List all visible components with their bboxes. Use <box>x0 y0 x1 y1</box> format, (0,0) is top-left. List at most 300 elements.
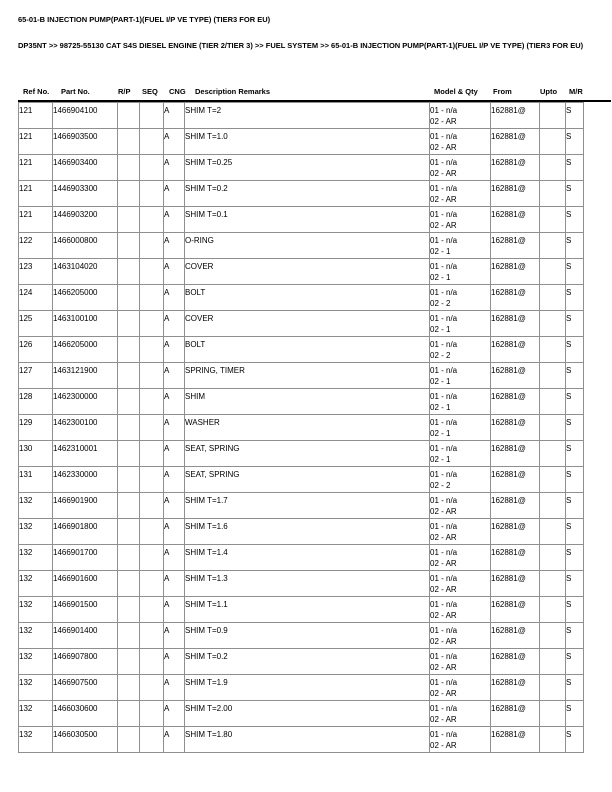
table-row <box>19 649 584 675</box>
part-no-cell: 1463100100 <box>53 311 118 337</box>
mr-cell: S <box>566 467 584 493</box>
cng-cell: A <box>164 597 185 623</box>
upto-cell <box>540 701 566 727</box>
cng-cell: A <box>164 129 185 155</box>
model-qty-line-1: 01 - n/a <box>430 158 458 167</box>
rp-cell <box>118 285 140 311</box>
cng-cell: A <box>164 415 185 441</box>
description-cell: SHIM T=2.00 <box>185 701 430 727</box>
cng-cell: A <box>164 259 185 285</box>
part-no-cell: 1446903300 <box>53 181 118 207</box>
seq-cell <box>140 597 164 623</box>
ref-no-cell: 132 <box>19 623 53 649</box>
page-title: 65-01-B INJECTION PUMP(PART-1)(FUEL I/P VE TYPE) (TIER3 FOR EU) <box>18 15 271 24</box>
from-cell: 162881@ <box>491 363 540 389</box>
seq-cell <box>140 155 164 181</box>
from-cell: 162881@ <box>491 259 540 285</box>
description-cell: BOLT <box>185 285 430 311</box>
model-qty-line-1: 01 - n/a <box>430 496 458 505</box>
rp-cell <box>118 493 140 519</box>
part-no-cell: 1466205000 <box>53 285 118 311</box>
description-cell: SEAT, SPRING <box>185 441 430 467</box>
model-qty-line-2: 02 - 1 <box>430 403 451 412</box>
model-qty-line-1: 01 - n/a <box>430 704 458 713</box>
model-qty-line-2: 02 - 1 <box>430 377 451 386</box>
description-cell: SHIM T=2 <box>185 103 430 129</box>
rp-cell <box>118 441 140 467</box>
model-qty-cell <box>430 363 491 389</box>
from-cell: 162881@ <box>491 701 540 727</box>
model-qty-cell <box>430 337 491 363</box>
mr-cell: S <box>566 103 584 129</box>
from-cell: 162881@ <box>491 727 540 753</box>
mr-cell: S <box>566 311 584 337</box>
mr-cell: S <box>566 363 584 389</box>
description-cell: SHIM T=0.2 <box>185 649 430 675</box>
table-row <box>19 181 584 207</box>
column-header-model-qty: Model & Qty <box>434 87 478 96</box>
column-header-mr: M/R <box>569 87 583 96</box>
cng-cell: A <box>164 103 185 129</box>
from-cell: 162881@ <box>491 389 540 415</box>
model-qty-line-2: 02 - AR <box>430 741 457 750</box>
part-no-cell: 1466901800 <box>53 519 118 545</box>
model-qty-line-1: 01 - n/a <box>430 106 458 115</box>
upto-cell <box>540 441 566 467</box>
rp-cell <box>118 649 140 675</box>
ref-no-cell: 132 <box>19 649 53 675</box>
upto-cell <box>540 129 566 155</box>
model-qty-cell <box>430 571 491 597</box>
ref-no-cell: 132 <box>19 571 53 597</box>
cng-cell: A <box>164 545 185 571</box>
upto-cell <box>540 363 566 389</box>
cng-cell: A <box>164 337 185 363</box>
model-qty-line-2: 02 - AR <box>430 195 457 204</box>
description-cell: SHIM T=1.0 <box>185 129 430 155</box>
model-qty-line-1: 01 - n/a <box>430 262 458 271</box>
seq-cell <box>140 233 164 259</box>
table-row <box>19 571 584 597</box>
model-qty-cell <box>430 259 491 285</box>
model-qty-line-2: 02 - AR <box>430 169 457 178</box>
model-qty-line-1: 01 - n/a <box>430 418 458 427</box>
seq-cell <box>140 467 164 493</box>
mr-cell: S <box>566 181 584 207</box>
mr-cell: S <box>566 155 584 181</box>
description-cell: SHIM T=1.3 <box>185 571 430 597</box>
from-cell: 162881@ <box>491 467 540 493</box>
model-qty-line-2: 02 - 1 <box>430 429 451 438</box>
breadcrumb: DP35NT >> 98725-55130 CAT S4S DIESEL ENGINE (TIER 2/TIER 3) >> FUEL SYSTEM >> 65-01-B INJECTION PUMP(PART-1)(FUEL I/P VE TYPE) (TIER3 FOR EU) <box>18 41 584 50</box>
ref-no-cell: 121 <box>19 207 53 233</box>
model-qty-line-2: 02 - AR <box>430 585 457 594</box>
column-header-part-no: Part No. <box>61 87 90 96</box>
description-cell: COVER <box>185 311 430 337</box>
rp-cell <box>118 363 140 389</box>
model-qty-cell <box>430 207 491 233</box>
part-no-cell: 1463104020 <box>53 259 118 285</box>
part-no-cell: 1462330000 <box>53 467 118 493</box>
model-qty-line-2: 02 - AR <box>430 533 457 542</box>
upto-cell <box>540 233 566 259</box>
ref-no-cell: 132 <box>19 597 53 623</box>
model-qty-line-2: 02 - 1 <box>430 325 451 334</box>
rp-cell <box>118 415 140 441</box>
from-cell: 162881@ <box>491 337 540 363</box>
upto-cell <box>540 649 566 675</box>
rp-cell <box>118 233 140 259</box>
rp-cell <box>118 155 140 181</box>
seq-cell <box>140 441 164 467</box>
mr-cell: S <box>566 701 584 727</box>
table-row <box>19 675 584 701</box>
model-qty-line-1: 01 - n/a <box>430 210 458 219</box>
from-cell: 162881@ <box>491 545 540 571</box>
model-qty-cell <box>430 467 491 493</box>
column-header-from: From <box>493 87 512 96</box>
parts-table-body <box>19 103 584 753</box>
cng-cell: A <box>164 155 185 181</box>
part-no-cell: 1466901700 <box>53 545 118 571</box>
ref-no-cell: 121 <box>19 181 53 207</box>
mr-cell: S <box>566 727 584 753</box>
table-row <box>19 415 584 441</box>
description-cell: SHIM T=1.7 <box>185 493 430 519</box>
description-cell: SPRING, TIMER <box>185 363 430 389</box>
model-qty-line-1: 01 - n/a <box>430 600 458 609</box>
part-no-cell: 1463121900 <box>53 363 118 389</box>
ref-no-cell: 132 <box>19 727 53 753</box>
mr-cell: S <box>566 597 584 623</box>
description-cell: BOLT <box>185 337 430 363</box>
description-cell: SHIM T=1.1 <box>185 597 430 623</box>
ref-no-cell: 126 <box>19 337 53 363</box>
from-cell: 162881@ <box>491 181 540 207</box>
upto-cell <box>540 389 566 415</box>
table-row <box>19 727 584 753</box>
ref-no-cell: 121 <box>19 155 53 181</box>
model-qty-cell <box>430 155 491 181</box>
column-header-cng: CNG <box>169 87 186 96</box>
table-row <box>19 597 584 623</box>
cng-cell: A <box>164 571 185 597</box>
description-cell: SHIM T=1.9 <box>185 675 430 701</box>
rp-cell <box>118 181 140 207</box>
rp-cell <box>118 337 140 363</box>
table-row <box>19 441 584 467</box>
upto-cell <box>540 623 566 649</box>
description-cell: SHIM T=1.6 <box>185 519 430 545</box>
table-row <box>19 103 584 129</box>
table-row <box>19 701 584 727</box>
model-qty-cell <box>430 519 491 545</box>
table-row <box>19 493 584 519</box>
model-qty-line-2: 02 - AR <box>430 117 457 126</box>
cng-cell: A <box>164 311 185 337</box>
from-cell: 162881@ <box>491 519 540 545</box>
rp-cell <box>118 311 140 337</box>
table-row <box>19 363 584 389</box>
mr-cell: S <box>566 337 584 363</box>
seq-cell <box>140 493 164 519</box>
part-no-cell: 1466901600 <box>53 571 118 597</box>
model-qty-line-2: 02 - AR <box>430 507 457 516</box>
from-cell: 162881@ <box>491 285 540 311</box>
ref-no-cell: 132 <box>19 701 53 727</box>
from-cell: 162881@ <box>491 493 540 519</box>
description-cell: SHIM T=1.4 <box>185 545 430 571</box>
cng-cell: A <box>164 519 185 545</box>
model-qty-cell <box>430 675 491 701</box>
ref-no-cell: 132 <box>19 493 53 519</box>
part-no-cell: 1466904100 <box>53 103 118 129</box>
from-cell: 162881@ <box>491 155 540 181</box>
column-header-seq: SEQ <box>142 87 158 96</box>
cng-cell: A <box>164 467 185 493</box>
cng-cell: A <box>164 207 185 233</box>
upto-cell <box>540 181 566 207</box>
from-cell: 162881@ <box>491 441 540 467</box>
mr-cell: S <box>566 415 584 441</box>
model-qty-cell <box>430 597 491 623</box>
from-cell: 162881@ <box>491 103 540 129</box>
from-cell: 162881@ <box>491 675 540 701</box>
model-qty-line-2: 02 - AR <box>430 221 457 230</box>
ref-no-cell: 132 <box>19 675 53 701</box>
rp-cell <box>118 571 140 597</box>
model-qty-line-1: 01 - n/a <box>430 366 458 375</box>
from-cell: 162881@ <box>491 415 540 441</box>
table-row <box>19 259 584 285</box>
seq-cell <box>140 727 164 753</box>
model-qty-line-1: 01 - n/a <box>430 548 458 557</box>
seq-cell <box>140 311 164 337</box>
model-qty-line-2: 02 - AR <box>430 559 457 568</box>
model-qty-line-2: 02 - 2 <box>430 299 451 308</box>
description-cell: SHIM <box>185 389 430 415</box>
description-cell: WASHER <box>185 415 430 441</box>
model-qty-cell <box>430 649 491 675</box>
ref-no-cell: 125 <box>19 311 53 337</box>
description-cell: O-RING <box>185 233 430 259</box>
part-no-cell: 1466907500 <box>53 675 118 701</box>
description-cell: SHIM T=0.2 <box>185 181 430 207</box>
cng-cell: A <box>164 623 185 649</box>
table-row <box>19 389 584 415</box>
table-row <box>19 155 584 181</box>
model-qty-line-1: 01 - n/a <box>430 470 458 479</box>
seq-cell <box>140 623 164 649</box>
description-cell: SHIM T=0.9 <box>185 623 430 649</box>
ref-no-cell: 122 <box>19 233 53 259</box>
model-qty-cell <box>430 415 491 441</box>
mr-cell: S <box>566 675 584 701</box>
mr-cell: S <box>566 207 584 233</box>
rp-cell <box>118 467 140 493</box>
from-cell: 162881@ <box>491 207 540 233</box>
mr-cell: S <box>566 285 584 311</box>
part-no-cell: 1446903200 <box>53 207 118 233</box>
model-qty-line-1: 01 - n/a <box>430 236 458 245</box>
rp-cell <box>118 103 140 129</box>
model-qty-line-2: 02 - AR <box>430 715 457 724</box>
model-qty-line-1: 01 - n/a <box>430 314 458 323</box>
rp-cell <box>118 597 140 623</box>
model-qty-line-2: 02 - 2 <box>430 481 451 490</box>
seq-cell <box>140 519 164 545</box>
model-qty-line-1: 01 - n/a <box>430 652 458 661</box>
ref-no-cell: 129 <box>19 415 53 441</box>
part-no-cell: 1466205000 <box>53 337 118 363</box>
rp-cell <box>118 389 140 415</box>
model-qty-cell <box>430 389 491 415</box>
model-qty-cell <box>430 285 491 311</box>
model-qty-line-2: 02 - 2 <box>430 351 451 360</box>
mr-cell: S <box>566 441 584 467</box>
cng-cell: A <box>164 493 185 519</box>
from-cell: 162881@ <box>491 597 540 623</box>
model-qty-cell <box>430 545 491 571</box>
cng-cell: A <box>164 363 185 389</box>
seq-cell <box>140 649 164 675</box>
cng-cell: A <box>164 233 185 259</box>
from-cell: 162881@ <box>491 571 540 597</box>
ref-no-cell: 132 <box>19 519 53 545</box>
cng-cell: A <box>164 701 185 727</box>
upto-cell <box>540 311 566 337</box>
column-header-upto: Upto <box>540 87 558 96</box>
model-qty-line-2: 02 - AR <box>430 611 457 620</box>
seq-cell <box>140 103 164 129</box>
ref-no-cell: 127 <box>19 363 53 389</box>
part-no-cell: 1462310001 <box>53 441 118 467</box>
cng-cell: A <box>164 389 185 415</box>
model-qty-line-1: 01 - n/a <box>430 678 458 687</box>
seq-cell <box>140 285 164 311</box>
seq-cell <box>140 181 164 207</box>
cng-cell: A <box>164 285 185 311</box>
table-row <box>19 519 584 545</box>
rp-cell <box>118 727 140 753</box>
rp-cell <box>118 519 140 545</box>
seq-cell <box>140 259 164 285</box>
model-qty-cell <box>430 493 491 519</box>
table-row <box>19 623 584 649</box>
part-no-cell: 1466030500 <box>53 727 118 753</box>
rp-cell <box>118 545 140 571</box>
upto-cell <box>540 675 566 701</box>
upto-cell <box>540 207 566 233</box>
mr-cell: S <box>566 389 584 415</box>
table-row <box>19 285 584 311</box>
ref-no-cell: 128 <box>19 389 53 415</box>
part-no-cell: 1466000800 <box>53 233 118 259</box>
model-qty-line-2: 02 - AR <box>430 663 457 672</box>
mr-cell: S <box>566 571 584 597</box>
model-qty-cell <box>430 233 491 259</box>
upto-cell <box>540 571 566 597</box>
upto-cell <box>540 597 566 623</box>
part-no-cell: 1466901900 <box>53 493 118 519</box>
cng-cell: A <box>164 649 185 675</box>
mr-cell: S <box>566 493 584 519</box>
column-header-rp: R/P <box>118 87 131 96</box>
seq-cell <box>140 389 164 415</box>
table-row <box>19 207 584 233</box>
model-qty-cell <box>430 727 491 753</box>
seq-cell <box>140 675 164 701</box>
model-qty-line-2: 02 - AR <box>430 637 457 646</box>
model-qty-line-2: 02 - 1 <box>430 247 451 256</box>
from-cell: 162881@ <box>491 623 540 649</box>
upto-cell <box>540 103 566 129</box>
mr-cell: S <box>566 545 584 571</box>
rp-cell <box>118 701 140 727</box>
upto-cell <box>540 545 566 571</box>
upto-cell <box>540 519 566 545</box>
ref-no-cell: 130 <box>19 441 53 467</box>
ref-no-cell: 123 <box>19 259 53 285</box>
model-qty-line-1: 01 - n/a <box>430 288 458 297</box>
upto-cell <box>540 415 566 441</box>
column-header-ref-no: Ref No. <box>23 87 50 96</box>
model-qty-cell <box>430 129 491 155</box>
seq-cell <box>140 701 164 727</box>
model-qty-line-1: 01 - n/a <box>430 522 458 531</box>
table-column-headers <box>18 87 583 96</box>
model-qty-cell <box>430 181 491 207</box>
from-cell: 162881@ <box>491 129 540 155</box>
rp-cell <box>118 129 140 155</box>
table-row <box>19 545 584 571</box>
description-cell: SHIM T=0.25 <box>185 155 430 181</box>
table-row <box>19 311 584 337</box>
upto-cell <box>540 727 566 753</box>
model-qty-line-2: 02 - 1 <box>430 273 451 282</box>
part-no-cell: 1466901400 <box>53 623 118 649</box>
seq-cell <box>140 207 164 233</box>
model-qty-line-1: 01 - n/a <box>430 184 458 193</box>
table-row <box>19 233 584 259</box>
part-no-cell: 1462300100 <box>53 415 118 441</box>
model-qty-line-2: 02 - AR <box>430 689 457 698</box>
mr-cell: S <box>566 129 584 155</box>
description-cell: SHIM T=0.1 <box>185 207 430 233</box>
description-cell: SEAT, SPRING <box>185 467 430 493</box>
from-cell: 162881@ <box>491 311 540 337</box>
seq-cell <box>140 545 164 571</box>
table-row <box>19 129 584 155</box>
from-cell: 162881@ <box>491 233 540 259</box>
table-row <box>19 337 584 363</box>
model-qty-line-1: 01 - n/a <box>430 340 458 349</box>
upto-cell <box>540 285 566 311</box>
cng-cell: A <box>164 441 185 467</box>
model-qty-line-1: 01 - n/a <box>430 132 458 141</box>
cng-cell: A <box>164 181 185 207</box>
mr-cell: S <box>566 623 584 649</box>
table-row <box>19 467 584 493</box>
model-qty-line-1: 01 - n/a <box>430 444 458 453</box>
seq-cell <box>140 337 164 363</box>
ref-no-cell: 121 <box>19 129 53 155</box>
from-cell: 162881@ <box>491 649 540 675</box>
part-no-cell: 1466903500 <box>53 129 118 155</box>
rp-cell <box>118 207 140 233</box>
mr-cell: S <box>566 233 584 259</box>
column-header-description: Description Remarks <box>195 87 271 96</box>
